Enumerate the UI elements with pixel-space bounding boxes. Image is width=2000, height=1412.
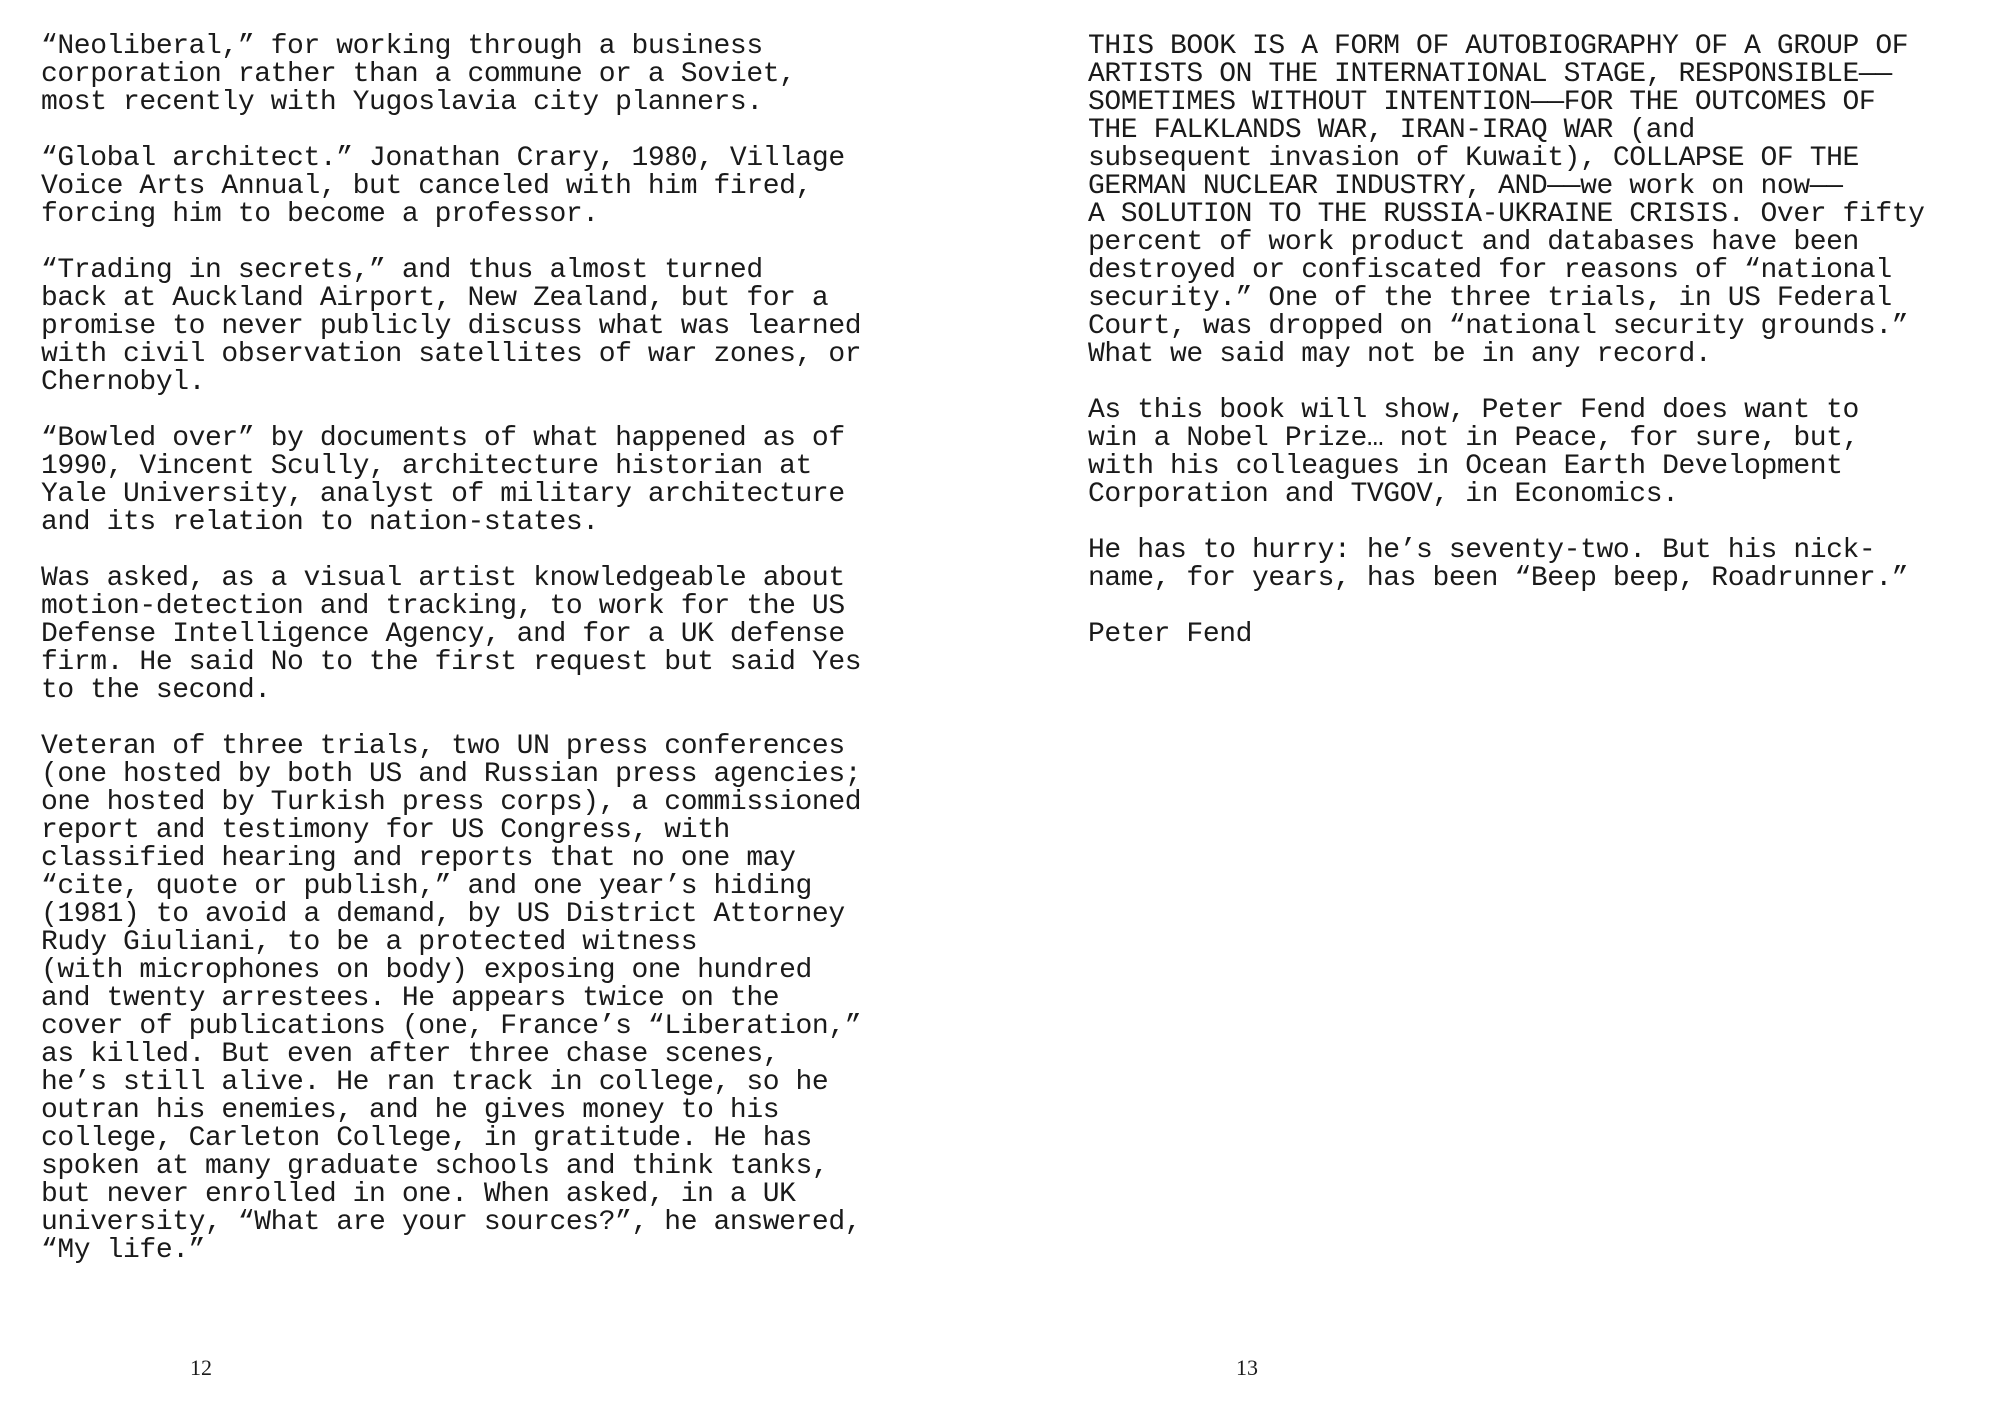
text-line: What we said may not be in any record. [1088, 339, 1712, 370]
text-line: outran his enemies, and he gives money to his [41, 1095, 780, 1126]
text-line: Chernobyl. [41, 367, 206, 398]
text-line: classified hearing and reports that no one may [41, 843, 796, 874]
text-line: subsequent invasion of Kuwait), COLLAPSE OF THE [1088, 143, 1859, 174]
text-line: firm. He said No to the first request but said Yes [41, 647, 862, 678]
paragraph-bowled-over [41, 425, 961, 537]
text-line: As this book will show, Peter Fend does want to [1088, 395, 1859, 426]
right-page [1000, 0, 2000, 1412]
paragraph-trading-in-secrets [41, 257, 961, 397]
text-line: “My life.” [41, 1235, 206, 1266]
text-line: ARTISTS ON THE INTERNATIONAL STAGE, RESPONSIBLE—— [1088, 59, 1892, 90]
text-line: percent of work product and databases have been [1088, 227, 1859, 258]
text-line: A SOLUTION TO THE RUSSIA-UKRAINE CRISIS. Over fifty [1088, 199, 1925, 230]
page-number: 13 [1236, 1355, 1258, 1380]
text-line: Voice Arts Annual, but canceled with him fired, [41, 171, 812, 202]
text-line: GERMAN NUCLEAR INDUSTRY, AND——we work on now—— [1088, 171, 1843, 202]
text-line: cover of publications (one, France’s “Liberation,” [41, 1011, 862, 1042]
text-line: (1981) to avoid a demand, by US District Attorney [41, 899, 845, 930]
text-line: college, Carleton College, in gratitude. He has [41, 1123, 812, 1154]
text-line: “cite, quote or publish,” and one year’s hiding [41, 871, 812, 902]
text-line: name, for years, has been “Beep beep, Roadrunner.” [1088, 563, 1909, 594]
left-page-text [41, 33, 961, 1293]
text-line: Corporation and TVGOV, in Economics. [1088, 479, 1679, 510]
text-line: forcing him to become a professor. [41, 199, 599, 230]
text-line: “Global architect.” Jonathan Crary, 1980, Village [41, 143, 845, 174]
text-line: (one hosted by both US and Russian press agencies; [41, 759, 862, 790]
text-line: to the second. [41, 675, 271, 706]
text-line: THE FALKLANDS WAR, IRAN-IRAQ WAR (and [1088, 115, 1695, 146]
paragraph-global-architect [41, 145, 961, 229]
text-line: He has to hurry: he’s seventy-two. But his nick- [1088, 535, 1876, 566]
text-line: motion-detection and tracking, to work for the US [41, 591, 845, 622]
text-line: Was asked, as a visual artist knowledgeable about [41, 563, 845, 594]
text-line: THIS BOOK IS A FORM OF AUTOBIOGRAPHY OF A GROUP OF [1088, 31, 1909, 62]
text-line: with civil observation satellites of war zones, or [41, 339, 862, 370]
text-line: Veteran of three trials, two UN press conferences [41, 731, 845, 762]
paragraph-autobiography [1088, 33, 2000, 369]
page-number: 12 [190, 1355, 212, 1380]
text-line: Court, was dropped on “national security grounds.” [1088, 311, 1909, 342]
text-line: “Bowled over” by documents of what happened as of [41, 423, 845, 454]
paragraph-neoliberal [41, 33, 961, 117]
text-line: as killed. But even after three chase scenes, [41, 1039, 780, 1070]
text-line: and twenty arrestees. He appears twice on the [41, 983, 780, 1014]
text-line: “Trading in secrets,” and thus almost turned [41, 255, 763, 286]
paragraph-nobel-prize [1088, 397, 2000, 509]
text-line: back at Auckland Airport, New Zealand, but for a [41, 283, 829, 314]
text-line: one hosted by Turkish press corps), a commissioned [41, 787, 862, 818]
text-line: report and testimony for US Congress, with [41, 815, 730, 846]
text-line: 1990, Vincent Scully, architecture historian at [41, 451, 812, 482]
text-line: win a Nobel Prize… not in Peace, for sure, but, [1088, 423, 1859, 454]
text-line: promise to never publicly discuss what was learned [41, 311, 862, 342]
text-line: Rudy Giuliani, to be a protected witness [41, 927, 698, 958]
text-line: security.” One of the three trials, in US Federal [1088, 283, 1892, 314]
author-name: Peter Fend [1088, 619, 1253, 650]
text-line: SOMETIMES WITHOUT INTENTION——FOR THE OUTCOMES OF [1088, 87, 1876, 118]
text-line: he’s still alive. He ran track in college, so he [41, 1067, 829, 1098]
text-line: Defense Intelligence Agency, and for a UK defense [41, 619, 845, 650]
text-line: but never enrolled in one. When asked, in a UK [41, 1179, 796, 1210]
text-line: most recently with Yugoslavia city planners. [41, 87, 763, 118]
text-line: with his colleagues in Ocean Earth Development [1088, 451, 1843, 482]
text-line: “Neoliberal,” for working through a business [41, 31, 763, 62]
text-line: (with microphones on body) exposing one hundred [41, 955, 812, 986]
text-line: Yale University, analyst of military architecture [41, 479, 845, 510]
right-page-text [1088, 33, 2000, 677]
signature-line [1088, 621, 2000, 649]
paragraph-hurry [1088, 537, 2000, 593]
text-line: spoken at many graduate schools and think tanks, [41, 1151, 829, 1182]
paragraph-veteran [41, 733, 961, 1265]
text-line: university, “What are your sources?”, he answered, [41, 1207, 862, 1238]
text-line: corporation rather than a commune or a Soviet, [41, 59, 796, 90]
text-line: and its relation to nation-states. [41, 507, 599, 538]
text-line: destroyed or confiscated for reasons of “national [1088, 255, 1892, 286]
paragraph-was-asked [41, 565, 961, 705]
